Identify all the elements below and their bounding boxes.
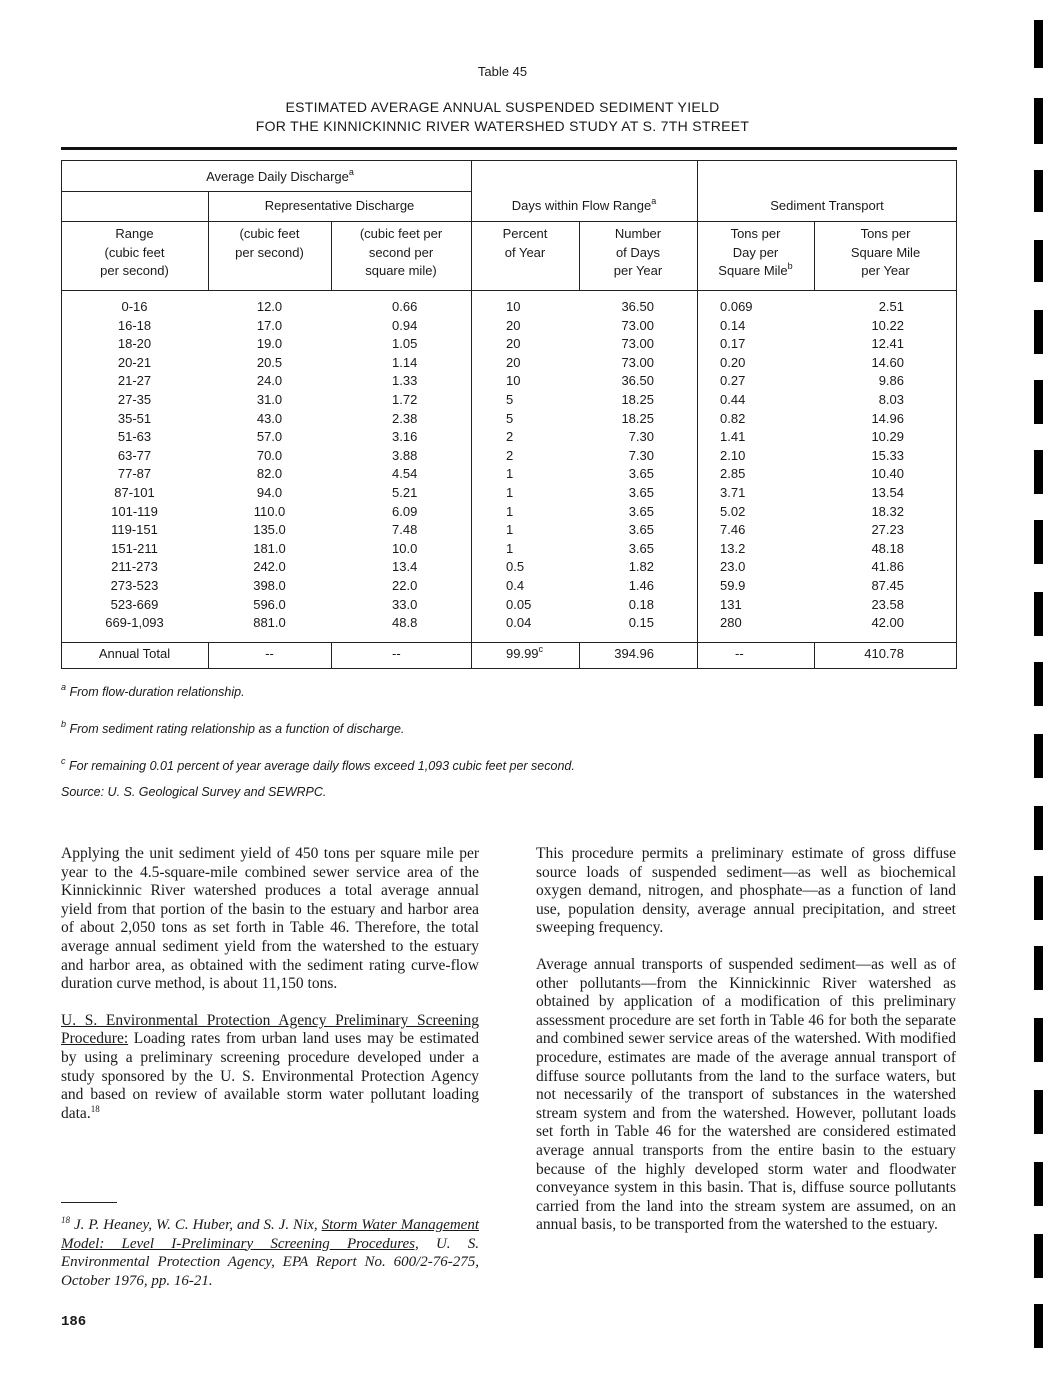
table-cell: 13.2: [720, 540, 746, 556]
note-b: $^b$ From sediment rating relationship as a function of discharge.: [61, 719, 405, 736]
total-representative-cfs: --: [265, 646, 274, 661]
table-cell: 523-669: [110, 596, 159, 612]
left-paragraph-1: Applying the unit sediment yield of 450 tons per square mile per year to the 4.5-square-mile combined sewer service area of the Kinnickinnic River watershed produces a total average annual yield from that portion of the basin to the estuary and harbor area of about 2,050 tons as set forth in Table 46. Therefore, the total average annual sediment yield from the watershed to the estuary and harbor area, as obtained with the sediment rating curve-flow duration curve method, is about 11,150 tons.: [61, 845, 479, 993]
table-cell: 5.21: [392, 484, 418, 500]
right-column: [536, 845, 956, 1253]
margin-mark: [1034, 310, 1043, 354]
table-cell: 1: [506, 522, 514, 538]
margin-mark: [1034, 520, 1043, 564]
table-cell: 20: [506, 354, 521, 370]
table-cell: 12.41: [871, 336, 904, 352]
table-cell: 0.94: [392, 317, 418, 333]
table-cell: 57.0: [256, 429, 283, 445]
total-label: Annual Total: [98, 646, 171, 661]
table-cell: 0.15: [628, 615, 654, 631]
column-header-range: Range (cubic feet per second): [100, 226, 169, 278]
column-number-of-days-values: [585, 298, 654, 633]
note-c: $^c$ For remaining 0.01 percent of year average daily flows exceed 1,093 cubic feet per second.: [61, 756, 575, 773]
table-cell: 2.10: [720, 447, 746, 463]
footnote-ref-18: 18: [90, 1103, 100, 1114]
table-cell: 3.16: [392, 429, 418, 445]
column-tons-per-day-values: [720, 298, 810, 633]
table-cell: 3.65: [628, 466, 654, 482]
table-cell: 18.25: [621, 391, 654, 407]
table-cell: 3.65: [628, 484, 654, 500]
table-cell: 135.0: [253, 522, 286, 538]
table-cell: 1: [506, 466, 514, 482]
table-cell: 73.00: [621, 354, 654, 370]
table-cell: 2.51: [878, 299, 904, 314]
table-cell: 31.0: [256, 391, 283, 407]
table-cell: 7.46: [720, 522, 746, 538]
table-cell: 10.22: [871, 317, 904, 333]
table-cell: 10.0: [392, 540, 418, 556]
table-cell: 20: [506, 336, 521, 352]
table-cell: 33.0: [392, 596, 418, 612]
table-cell: 669-1,093: [105, 615, 164, 631]
column-cfs-per-square-mile-values: [392, 298, 467, 633]
vline-579-total: [579, 642, 580, 669]
table-cell: 73.00: [621, 317, 654, 333]
table-cell: 51-63: [117, 429, 152, 445]
table-cell: 2: [506, 447, 514, 463]
table-cell: 1: [506, 540, 514, 556]
table-cell: 82.0: [256, 466, 283, 482]
table-cell: 48.8: [392, 615, 418, 631]
column-header-number-of-days: Number of Days per Year: [613, 226, 663, 278]
total-cfs-per-square-mile: --: [392, 646, 401, 661]
column-range-values: [61, 298, 208, 633]
table-cell: 3.65: [628, 503, 654, 519]
table-cell: 2: [506, 429, 514, 445]
margin-mark: [1034, 450, 1043, 494]
table-cell: 48.18: [871, 540, 904, 556]
table-cell: 3.65: [628, 540, 654, 556]
margin-mark: [1034, 20, 1043, 68]
column-representative-cfs-values: [208, 298, 331, 633]
table-cell: 0.20: [720, 354, 746, 370]
table-cell: 3.88: [392, 447, 418, 463]
table-cell: 18-20: [117, 336, 152, 352]
column-header-percent-of-year: Percent of Year: [502, 226, 548, 260]
table-cell: 0.27: [720, 373, 746, 389]
footnote-rule: [61, 1202, 117, 1203]
table-cell: 0.66: [392, 299, 418, 314]
table-cell: 2.38: [392, 410, 418, 426]
table-cell: 36.50: [621, 373, 654, 389]
right-paragraph-1: This procedure permits a preliminary estimate of gross diffuse source loads of suspended sediment—as well as biochemical oxygen demand, nitrogen, and phosphate—as a function of land use, population density, average annual precipitation, and street sweeping frequency.: [536, 845, 956, 937]
column-tons-per-year-values: [820, 298, 904, 633]
table-top-rule: [61, 147, 957, 150]
table-cell: 19.0: [256, 336, 283, 352]
table-cell: 15.33: [871, 447, 904, 463]
table-cell: 94.0: [256, 484, 283, 500]
table-cell: 0.069: [720, 299, 753, 314]
table-cell: 20.5: [256, 354, 283, 370]
margin-mark: [1034, 806, 1043, 850]
table-number: Table 45: [477, 64, 528, 79]
table-cell: 5.02: [720, 503, 746, 519]
margin-mark: [1034, 946, 1043, 990]
table-cell: 0-16: [121, 299, 148, 314]
group-header-representative-discharge: Representative Discharge: [264, 198, 415, 213]
table-cell: 211-273: [111, 559, 158, 575]
table-cell: 0.04: [506, 615, 532, 631]
margin-mark: [1034, 380, 1043, 424]
table-cell: 1.14: [392, 354, 418, 370]
margin-mark: [1034, 1162, 1043, 1206]
table-cell: 280: [720, 615, 742, 631]
table-cell: 119-151: [111, 522, 158, 538]
margin-mark: [1034, 1018, 1043, 1062]
table-cell: 18.32: [871, 503, 904, 519]
table-cell: 43.0: [256, 410, 283, 426]
table-cell: 8.03: [878, 391, 904, 407]
column-header-representative-cfs: (cubic feet per second): [235, 226, 304, 260]
table-cell: 36.50: [621, 299, 654, 314]
total-rule: [61, 642, 957, 643]
table-cell: 20-21: [117, 354, 152, 370]
table-cell: 14.96: [871, 410, 904, 426]
total-percent-of-year: 99.99$^c$: [506, 644, 544, 661]
table-cell: 20: [506, 317, 521, 333]
margin-mark: [1034, 1304, 1043, 1348]
table-cell: 1.33: [392, 373, 418, 389]
margin-mark: [1034, 1234, 1043, 1278]
table-cell: 13.54: [871, 484, 904, 500]
margin-mark: [1034, 240, 1043, 282]
table-cell: 23.58: [871, 596, 904, 612]
note-a: $^a$ From flow-duration relationship.: [61, 682, 245, 699]
margin-mark: [1034, 876, 1043, 920]
left-paragraph-2: U. S. Environmental Protection Agency Preliminary Screening Procedure: Loading rates from urban land uses may be estimated by using a preliminary screening procedure developed under a study sponsored by the U. S. Environmental Protection Agency and based on review of available storm water pollutant loading data.$^{18}$: [61, 1011, 479, 1122]
table-cell: 5: [506, 391, 514, 407]
table-cell: 0.17: [720, 336, 746, 352]
table-cell: 63-77: [117, 447, 152, 463]
table-title-line1: ESTIMATED AVERAGE ANNUAL SUSPENDED SEDIMENT YIELD: [285, 99, 720, 115]
right-paragraph-2: Average annual transports of suspended sediment—as well as of other pollutants—from the Kinnickinnic River watershed as obtained by application of a modification of this preliminary assessment procedure are set forth in Table 46 for both the separate and combined sewer service areas of the watershed. With modified procedure, estimates are made of the average annual transport of diffuse source pollutants from the land to the surface waters, but not necessarily of the transport of substances in the watershed stream system and from the watershed. However, pollutant loads set forth in Table 46 for the watershed are considered estimated average annual transports from the entire basin to the estuary because of the highly developed storm water and floodwater conveyance system in this basin. That is, diffuse source pollutants carried from the land into the stream system are assumed, on an annual basis, to be transported from the watershed to the estuary.: [536, 955, 956, 1234]
table-cell: 0.18: [628, 596, 654, 612]
header-rule-3: [61, 290, 957, 291]
table-cell: 9.86: [878, 373, 904, 389]
table-title-line2: FOR THE KINNICKINNIC RIVER WATERSHED STUDY AT S. 7TH STREET: [255, 118, 750, 134]
margin-mark: [1034, 1090, 1043, 1134]
table-cell: 13.4: [392, 559, 418, 575]
table-cell: 27.23: [871, 522, 904, 538]
table-cell: 3.71: [720, 484, 746, 500]
table-cell: 1.46: [628, 577, 654, 593]
table-cell: 181.0: [253, 540, 286, 556]
table-cell: 70.0: [256, 447, 283, 463]
table-cell: 22.0: [392, 577, 418, 593]
column-header-tons-per-square-mile-per-year: Tons per Square Mile per Year: [850, 226, 921, 278]
footnote-18: $^{18}$ J. P. Heaney, W. C. Huber, and S. J. Nix, Storm Water Management Model: Level I-Preliminary Screening Procedures, U. S. Environmental Protection Agency, EPA Report No. 600/2-76-275, October 1976, pp. 16-21.: [61, 1215, 480, 1289]
table-cell: 87-101: [114, 484, 155, 500]
table-cell: 4.54: [392, 466, 418, 482]
column-percent-of-year-values: [506, 298, 576, 633]
group-header-days-within-flow-range: Days within Flow Range$^a$: [511, 196, 657, 213]
margin-mark: [1034, 592, 1043, 636]
table-cell: 398.0: [253, 577, 286, 593]
table-cell: 10.40: [871, 466, 904, 482]
table-cell: 0.14: [720, 317, 746, 333]
table-cell: 0.44: [720, 391, 746, 407]
table-cell: 0.5: [506, 559, 525, 575]
margin-mark: [1034, 734, 1043, 778]
table-cell: 10.29: [871, 429, 904, 445]
table-cell: 6.09: [392, 503, 418, 519]
table-cell: 17.0: [256, 317, 283, 333]
table-cell: 41.86: [871, 559, 904, 575]
total-tons-per-year: 410.78: [864, 646, 904, 661]
table-cell: 131: [720, 596, 742, 612]
table-cell: 27-35: [117, 391, 152, 407]
margin-mark: [1034, 662, 1043, 706]
table-cell: 1: [506, 503, 514, 519]
table-cell: 1.41: [720, 429, 746, 445]
table-cell: 14.60: [871, 354, 904, 370]
table-cell: 24.0: [256, 373, 283, 389]
group-header-sediment-transport: Sediment Transport: [770, 198, 884, 213]
vline-331-total: [331, 642, 332, 669]
table-cell: 1.05: [392, 336, 418, 352]
total-tons-per-day: --: [735, 646, 744, 661]
table-cell: 21-27: [117, 373, 152, 389]
table-cell: 10: [506, 373, 521, 389]
table-cell: 87.45: [871, 577, 904, 593]
table-cell: 42.00: [871, 615, 904, 631]
table-cell: 3.65: [628, 522, 654, 538]
epa-procedure-heading: U. S. Environmental Protection Agency Preliminary Screening Procedure:: [61, 1011, 479, 1048]
margin-mark: [1034, 98, 1043, 144]
column-header-tons-per-day-per-square-mile: Tons per Day per Square Mile$^b$: [718, 226, 793, 278]
source-note: Source: U. S. Geological Survey and SEWRPC.: [61, 785, 327, 799]
table-cell: 5: [506, 410, 514, 426]
margin-mark: [1034, 170, 1043, 212]
table-cell: 77-87: [117, 466, 152, 482]
table-cell: 0.4: [506, 577, 525, 593]
table-cell: 151-211: [111, 540, 158, 556]
vline-814-total: [814, 642, 815, 669]
total-number-of-days: 394.96: [614, 646, 654, 661]
table-cell: 12.0: [256, 299, 283, 314]
header-rule-1: [61, 191, 471, 192]
table-cell: 18.25: [621, 410, 654, 426]
table-cell: 101-119: [111, 503, 158, 519]
table-cell: 110.0: [253, 503, 286, 519]
table-cell: 10: [506, 299, 521, 314]
table-cell: 59.9: [720, 577, 746, 593]
table-cell: 273-523: [110, 577, 159, 593]
page-number: 186: [61, 1314, 87, 1330]
table-cell: 7.48: [392, 522, 418, 538]
table-cell: 1: [506, 484, 514, 500]
table-cell: 23.0: [720, 559, 746, 575]
table-cell: 7.30: [628, 429, 654, 445]
header-rule-2: [61, 221, 957, 222]
table-cell: 1.82: [628, 559, 654, 575]
table-cell: 0.82: [720, 410, 746, 426]
table-cell: 73.00: [621, 336, 654, 352]
left-column: [61, 845, 479, 1141]
table-cell: 881.0: [253, 615, 286, 631]
table-cell: 0.05: [506, 596, 532, 612]
table-cell: 1.72: [392, 391, 418, 407]
table-cell: 242.0: [253, 559, 286, 575]
table-cell: 2.85: [720, 466, 746, 482]
table-cell: 7.30: [628, 447, 654, 463]
table-cell: 16-18: [117, 317, 152, 333]
table-cell: 35-51: [117, 410, 152, 426]
column-header-cfs-per-square-mile: (cubic feet per second per square mile): [359, 226, 443, 278]
group-header-avg-daily-discharge: Average Daily Discharge$^a$: [206, 167, 354, 184]
table-cell: 596.0: [253, 596, 286, 612]
